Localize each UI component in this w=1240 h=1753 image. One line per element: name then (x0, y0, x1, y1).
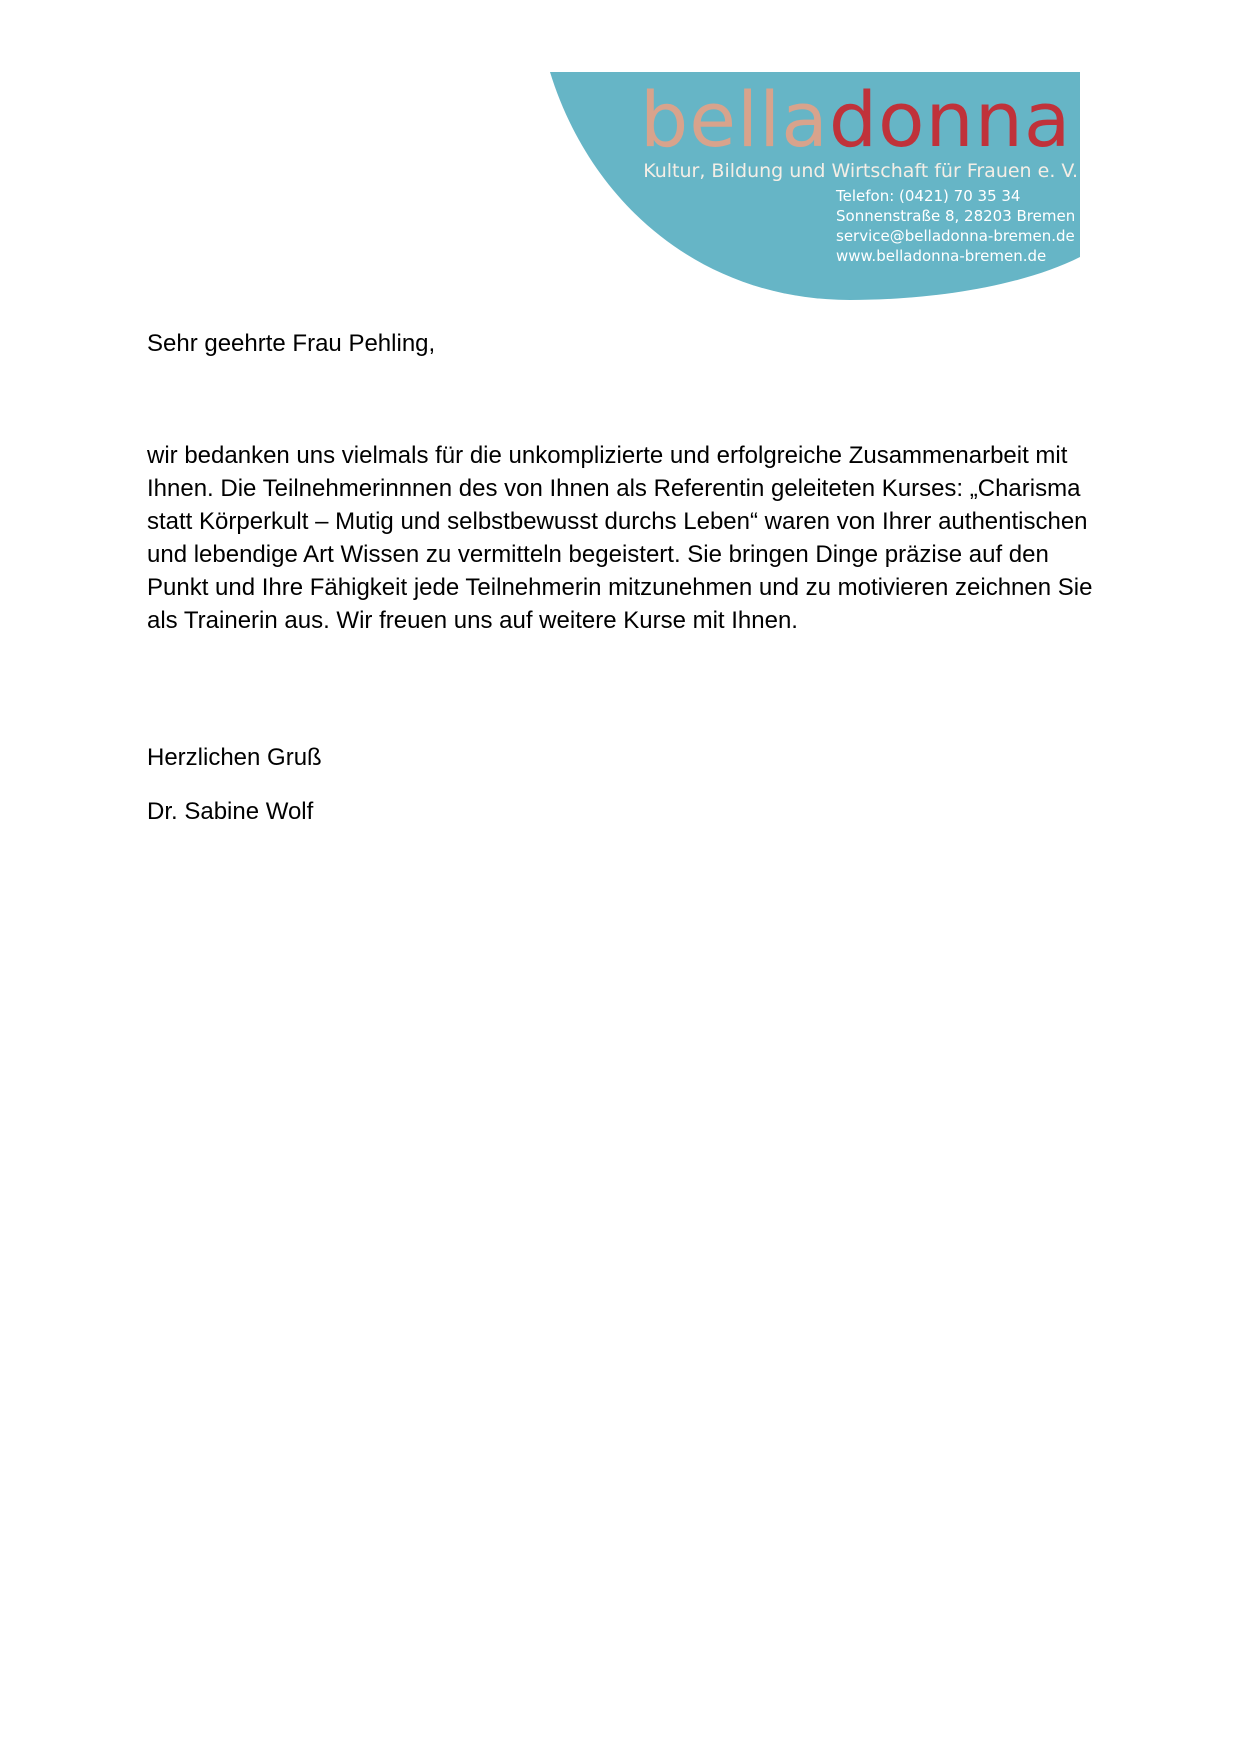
salutation: Sehr geehrte Frau Pehling, (147, 330, 436, 357)
logo-donna: donna (828, 75, 1072, 164)
organization-name: Kultur, Bildung und Wirtschaft für Frauen e. V. (643, 160, 1078, 182)
logo (640, 75, 1072, 164)
signature-name: Dr. Sabine Wolf (147, 798, 314, 825)
contact-phone: Telefon: (0421) 70 35 34 (836, 187, 1021, 205)
contact-block (836, 186, 1075, 266)
letterhead (550, 72, 1100, 300)
logo-bella: bella (640, 75, 829, 164)
closing: Herzlichen Gruß (147, 744, 322, 771)
contact-email: service@belladonna-bremen.de (836, 227, 1075, 245)
letter-body: wir bedanken uns vielmals für die unkomplizierte und erfolgreiche Zusammenarbeit mit Ihnen. Die Teilnehmerinnnen des von Ihnen als Referentin geleiteten Kurses: „Charisma statt Körperkult – Mutig und selbstbewusst durchs Leben“ waren von Ihrer authentischen und lebendige Art Wissen zu vermitteln begeistert. Sie bringen Dinge präzise auf den Punkt und Ihre Fähigkeit jede Teilnehmerin mitzunehmen und zu motivieren zeichnen Sie als Trainerin aus. Wir freuen uns auf weitere Kurse mit Ihnen. (147, 442, 1093, 634)
contact-website: www.belladonna-bremen.de (836, 247, 1047, 265)
contact-address: Sonnenstraße 8, 28203 Bremen (836, 207, 1076, 225)
